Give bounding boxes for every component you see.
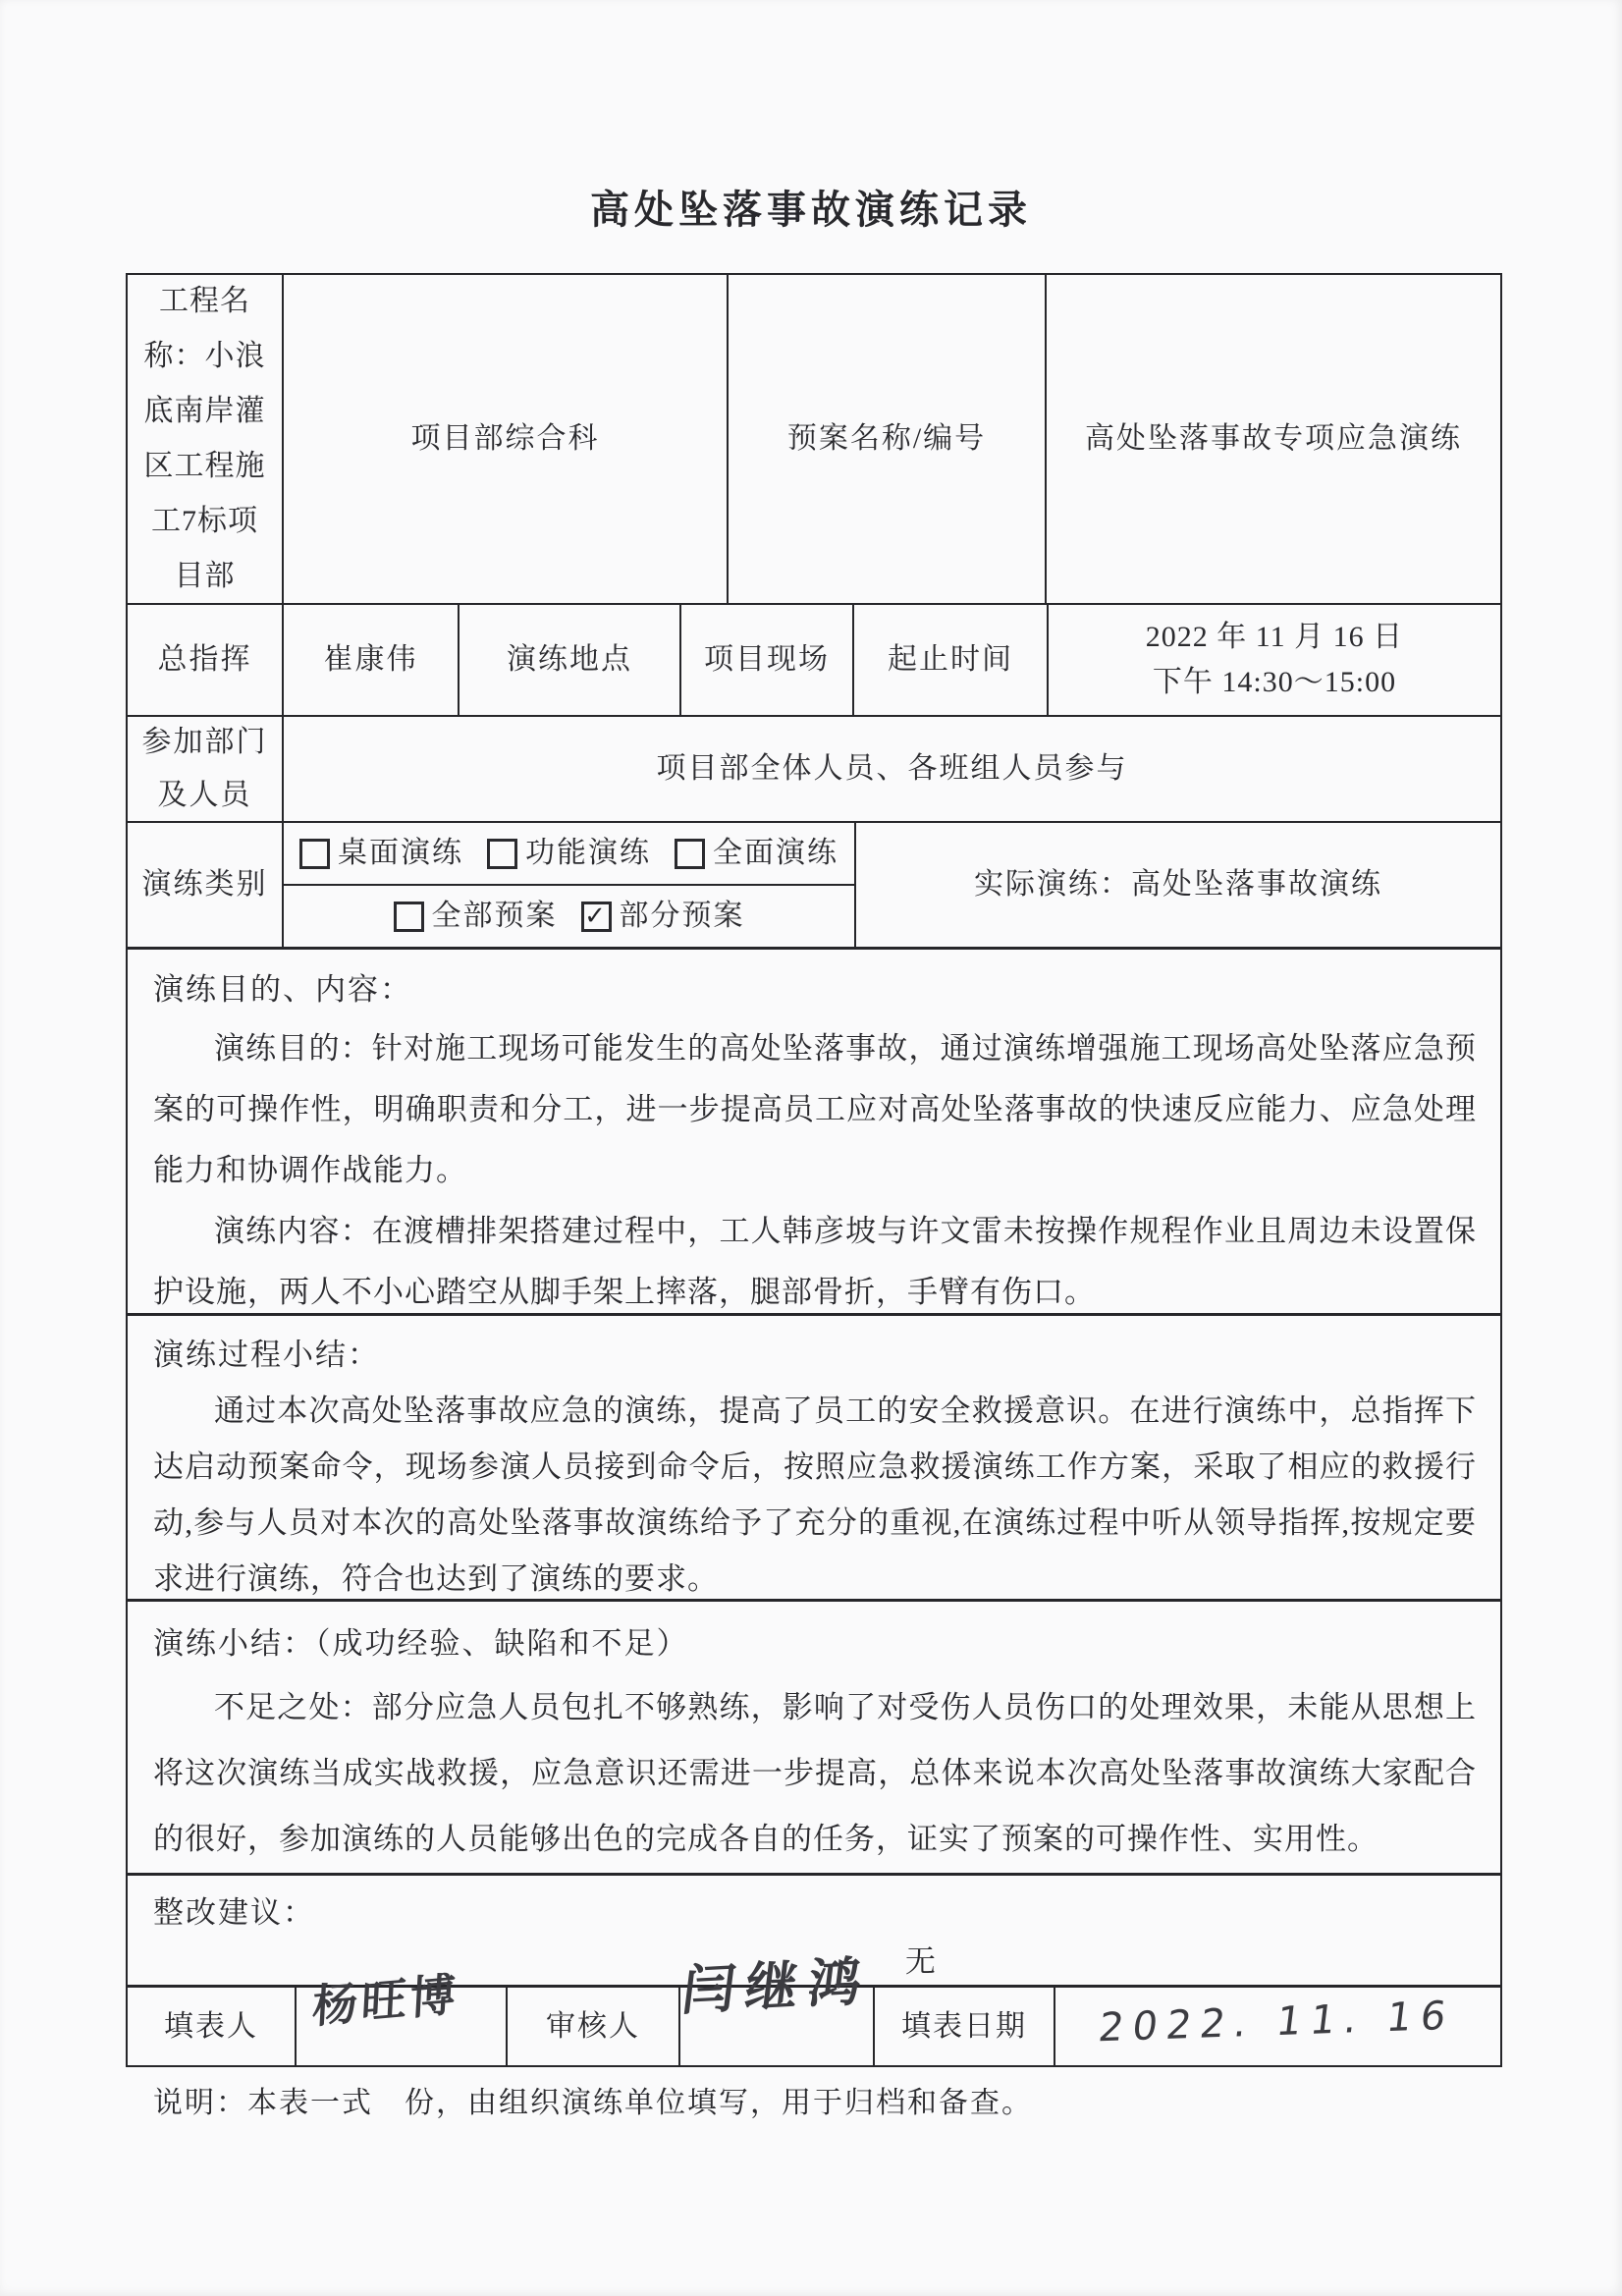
time-value — [1047, 605, 1500, 715]
category-checkbox-area — [282, 823, 854, 947]
content-paragraph: 演练内容：在渡槽排架搭建过程中，工人韩彦坡与许文雷未按操作规程作业且周边未设置保护设施，两人不小心踏空从脚手架上摔落，腿部骨折，手臂有伤口。 — [153, 1214, 1477, 1309]
checkbox-desktop-drill — [299, 827, 463, 880]
row-commander-time — [128, 603, 1500, 715]
purpose-section — [128, 950, 1500, 1313]
footnote: 说明：本表一式 份，由组织演练单位填写，用于归档和备查。 — [153, 2087, 1033, 2119]
participants-label: 参加部门及人员 — [141, 726, 268, 811]
form-table — [126, 273, 1502, 2067]
checkbox-icon — [394, 902, 424, 932]
reviewer-signature-cell — [678, 1949, 875, 2065]
row-category — [128, 821, 1500, 947]
checkbox-function-drill — [487, 827, 651, 880]
process-summary-paragraph: 通过本次高处坠落事故应急的演练，提高了员工的安全救援意识。在进行演练中，总指挥下达启动预案命令，现场参演人员接到命令后，按照应急救援演练工作方案，采取了相应的救援行动,参与人员对本次的高处坠落事故演练给予了充分的重视,在演练过程中听从领导指挥,按规定要求进行演练，符合也达到了演练的要求。 — [153, 1394, 1477, 1596]
filler-signature-handwriting: 杨旺博 — [310, 1967, 461, 2034]
drill-summary-paragraph: 不足之处：部分应急人员包扎不够熟练，影响了对受伤人员伤口的处理效果，未能从思想上将这次演练当成实战救援，应急意识还需进一步提高，总体来说本次高处坠落事故演练大家配合的很好，参加演练的人员能够出色的完成各自的任务，证实了预案的可操作性、实用性。 — [153, 1690, 1477, 1856]
drill-summary-section — [128, 1602, 1500, 1873]
checkbox-label: 全面演练 — [713, 837, 838, 869]
process-summary-section — [128, 1316, 1500, 1599]
process-summary-header: 演练过程小结： — [153, 1338, 380, 1372]
commander-value: 崔康伟 — [282, 605, 458, 715]
category-plan-options — [284, 886, 854, 947]
row-purpose — [128, 947, 1500, 1313]
checkbox-icon — [675, 839, 705, 869]
row-drill-summary — [128, 1599, 1500, 1873]
participants-value: 项目部全体人员、各班组人员参与 — [282, 717, 1500, 821]
rectification-header: 整改建议： — [153, 1895, 315, 1930]
checkmark-icon: ✓ — [581, 902, 612, 932]
checkbox-label: 功能演练 — [525, 837, 651, 869]
filler-signature-cell — [295, 1967, 506, 2065]
reviewer-label: 审核人 — [506, 1988, 678, 2065]
plan-name-value: 高处坠落事故专项应急演练 — [1045, 275, 1500, 603]
checkbox-full-drill — [675, 827, 838, 880]
row-process-summary — [128, 1313, 1500, 1599]
plan-name-label: 预案名称/编号 — [727, 275, 1045, 603]
department-cell: 项目部综合科 — [282, 275, 727, 603]
commander-label: 总指挥 — [157, 643, 252, 676]
actual-drill-value: 实际演练：高处坠落事故演练 — [854, 823, 1500, 947]
row-signatures — [128, 1949, 1500, 2065]
drill-summary-header: 演练小结：（成功经验、缺陷和不足） — [153, 1626, 689, 1661]
fill-date-handwriting: 2022. 11. 16 — [1096, 1993, 1458, 2051]
location-label: 演练地点 — [458, 605, 679, 715]
checkbox-label: 部分预案 — [619, 900, 745, 932]
checkbox-icon — [299, 839, 330, 869]
purpose-header: 演练目的、内容： — [153, 972, 412, 1007]
category-type-options — [284, 823, 854, 886]
rectification-value: 无 — [904, 1944, 937, 1979]
time-label: 起止时间 — [852, 605, 1047, 715]
reviewer-signature-handwriting: 闫继鸿 — [678, 1949, 875, 2023]
checkbox-icon — [487, 839, 517, 869]
checkbox-all-plans — [394, 890, 558, 943]
project-name-cell: 工程名称：小浪底南岸灌区工程施工7标项目部 — [143, 285, 266, 592]
row-participants — [128, 715, 1500, 821]
checkbox-label: 桌面演练 — [338, 837, 463, 869]
row-project — [128, 275, 1500, 603]
page-title: 高处坠落事故演练记录 — [590, 188, 1032, 232]
fill-date-label: 填表日期 — [873, 1988, 1054, 2065]
time-range-line: 下午 14:30～15:00 — [1152, 666, 1397, 698]
filler-label: 填表人 — [164, 2009, 258, 2043]
checkbox-label: 全部预案 — [431, 900, 558, 932]
purpose-paragraph: 演练目的：针对施工现场可能发生的高处坠落事故，通过演练增强施工现场高处坠落应急预案的可操作性，明确职责和分工，进一步提高员工应对高处坠落事故的快速反应能力、应急处理能力和协调作战能力。 — [153, 1031, 1477, 1187]
checkbox-partial-plans-checked — [581, 890, 745, 943]
fill-date-cell — [1054, 1988, 1500, 2065]
time-date-line: 2022 年 11 月 16 日 — [1145, 621, 1404, 653]
category-label: 演练类别 — [141, 868, 268, 901]
location-value: 项目现场 — [679, 605, 852, 715]
